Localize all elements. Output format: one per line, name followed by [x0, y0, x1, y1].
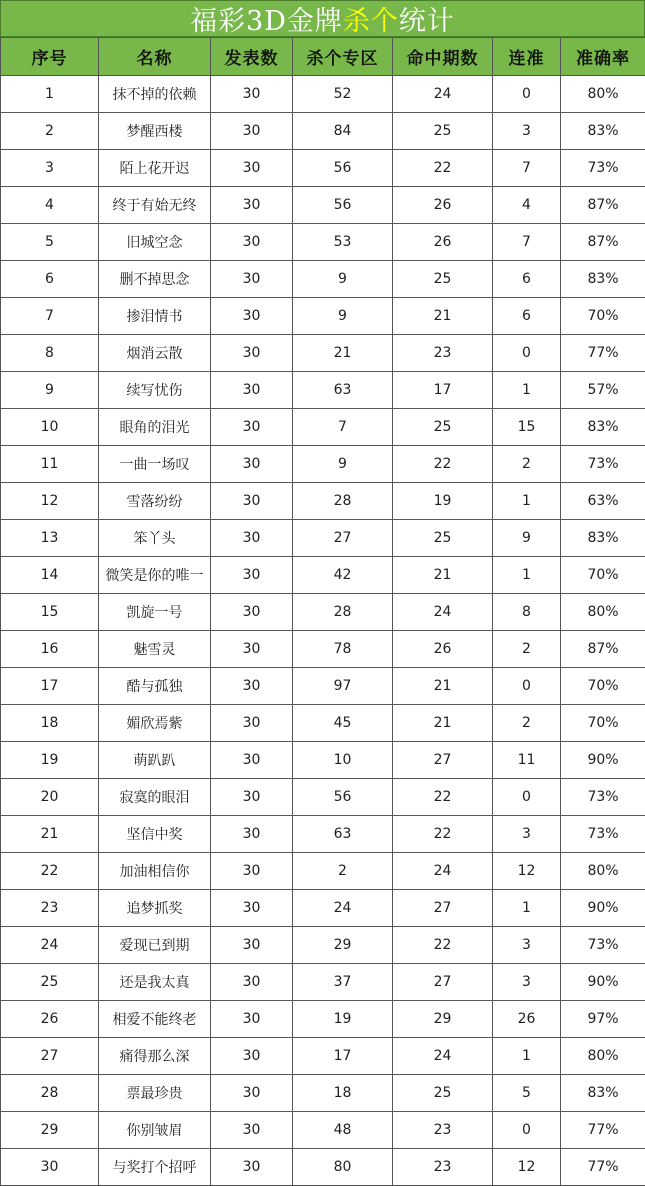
cell-hits: 25 — [393, 409, 493, 446]
table-row — [1, 816, 645, 853]
cell-index: 21 — [1, 816, 99, 853]
cell-hits: 23 — [393, 1149, 493, 1186]
cell-accuracy: 83% — [561, 261, 645, 298]
page-title — [0, 0, 645, 37]
cell-hits: 22 — [393, 150, 493, 187]
cell-kill-zone: 9 — [293, 298, 393, 335]
cell-accuracy: 70% — [561, 668, 645, 705]
cell-name: 终于有始无终 — [99, 187, 211, 224]
cell-accuracy: 73% — [561, 150, 645, 187]
cell-posts: 30 — [211, 372, 293, 409]
cell-streak: 4 — [493, 187, 561, 224]
table-row — [1, 927, 645, 964]
cell-hits: 29 — [393, 1001, 493, 1038]
cell-index: 22 — [1, 853, 99, 890]
cell-hits: 21 — [393, 668, 493, 705]
cell-kill-zone: 80 — [293, 1149, 393, 1186]
cell-kill-zone: 63 — [293, 372, 393, 409]
header-row — [1, 38, 645, 76]
cell-name: 相爱不能终老 — [99, 1001, 211, 1038]
cell-kill-zone: 29 — [293, 927, 393, 964]
cell-index: 19 — [1, 742, 99, 779]
cell-hits: 21 — [393, 705, 493, 742]
cell-name: 凯旋一号 — [99, 594, 211, 631]
cell-index: 16 — [1, 631, 99, 668]
table-row — [1, 446, 645, 483]
cell-streak: 12 — [493, 853, 561, 890]
cell-posts: 30 — [211, 594, 293, 631]
cell-index: 27 — [1, 1038, 99, 1075]
cell-accuracy: 80% — [561, 853, 645, 890]
cell-kill-zone: 17 — [293, 1038, 393, 1075]
cell-kill-zone: 10 — [293, 742, 393, 779]
header-posts: 发表数 — [211, 38, 293, 76]
table-row — [1, 1149, 645, 1186]
table-row — [1, 483, 645, 520]
cell-posts: 30 — [211, 298, 293, 335]
table-row — [1, 1001, 645, 1038]
cell-streak: 2 — [493, 631, 561, 668]
table-row — [1, 853, 645, 890]
cell-kill-zone: 53 — [293, 224, 393, 261]
cell-name: 烟消云散 — [99, 335, 211, 372]
cell-posts: 30 — [211, 187, 293, 224]
cell-posts: 30 — [211, 409, 293, 446]
cell-accuracy: 87% — [561, 631, 645, 668]
cell-index: 15 — [1, 594, 99, 631]
cell-accuracy: 73% — [561, 779, 645, 816]
cell-posts: 30 — [211, 890, 293, 927]
cell-index: 3 — [1, 150, 99, 187]
cell-index: 6 — [1, 261, 99, 298]
cell-streak: 0 — [493, 668, 561, 705]
cell-kill-zone: 7 — [293, 409, 393, 446]
cell-name: 眼角的泪光 — [99, 409, 211, 446]
cell-index: 8 — [1, 335, 99, 372]
cell-hits: 22 — [393, 446, 493, 483]
cell-hits: 23 — [393, 335, 493, 372]
table-row — [1, 1075, 645, 1112]
cell-posts: 30 — [211, 964, 293, 1001]
cell-accuracy: 83% — [561, 520, 645, 557]
cell-hits: 22 — [393, 927, 493, 964]
cell-kill-zone: 9 — [293, 261, 393, 298]
table-row — [1, 187, 645, 224]
cell-index: 24 — [1, 927, 99, 964]
cell-posts: 30 — [211, 446, 293, 483]
cell-posts: 30 — [211, 705, 293, 742]
cell-name: 爱现已到期 — [99, 927, 211, 964]
cell-name: 寂寞的眼泪 — [99, 779, 211, 816]
cell-name: 萌趴趴 — [99, 742, 211, 779]
table-row — [1, 76, 645, 113]
cell-accuracy: 57% — [561, 372, 645, 409]
cell-accuracy: 87% — [561, 187, 645, 224]
cell-streak: 6 — [493, 298, 561, 335]
cell-name: 与奖打个招呼 — [99, 1149, 211, 1186]
cell-kill-zone: 18 — [293, 1075, 393, 1112]
cell-kill-zone: 28 — [293, 483, 393, 520]
cell-streak: 3 — [493, 927, 561, 964]
cell-posts: 30 — [211, 483, 293, 520]
cell-posts: 30 — [211, 1149, 293, 1186]
cell-hits: 17 — [393, 372, 493, 409]
cell-name: 雪落纷纷 — [99, 483, 211, 520]
cell-posts: 30 — [211, 742, 293, 779]
cell-posts: 30 — [211, 335, 293, 372]
cell-index: 25 — [1, 964, 99, 1001]
table-row — [1, 150, 645, 187]
stats-table — [0, 37, 645, 1186]
cell-accuracy: 87% — [561, 224, 645, 261]
cell-index: 14 — [1, 557, 99, 594]
cell-hits: 19 — [393, 483, 493, 520]
cell-name: 酷与孤独 — [99, 668, 211, 705]
cell-accuracy: 73% — [561, 446, 645, 483]
cell-accuracy: 63% — [561, 483, 645, 520]
cell-streak: 8 — [493, 594, 561, 631]
cell-accuracy: 83% — [561, 113, 645, 150]
cell-kill-zone: 42 — [293, 557, 393, 594]
cell-streak: 7 — [493, 224, 561, 261]
header-name: 名称 — [99, 38, 211, 76]
cell-index: 30 — [1, 1149, 99, 1186]
cell-accuracy: 70% — [561, 298, 645, 335]
header-kill-zone: 杀个专区 — [293, 38, 393, 76]
cell-index: 2 — [1, 113, 99, 150]
cell-streak: 0 — [493, 1112, 561, 1149]
cell-accuracy: 77% — [561, 335, 645, 372]
cell-name: 一曲一场叹 — [99, 446, 211, 483]
cell-name: 删不掉思念 — [99, 261, 211, 298]
cell-posts: 30 — [211, 668, 293, 705]
cell-kill-zone: 9 — [293, 446, 393, 483]
cell-kill-zone: 21 — [293, 335, 393, 372]
cell-streak: 0 — [493, 335, 561, 372]
cell-name: 梦醒西楼 — [99, 113, 211, 150]
cell-accuracy: 73% — [561, 927, 645, 964]
cell-streak: 5 — [493, 1075, 561, 1112]
cell-hits: 22 — [393, 779, 493, 816]
table-row — [1, 113, 645, 150]
cell-index: 12 — [1, 483, 99, 520]
cell-kill-zone: 37 — [293, 964, 393, 1001]
cell-streak: 1 — [493, 890, 561, 927]
title-text-suffix: 统计 — [399, 0, 455, 38]
cell-hits: 22 — [393, 816, 493, 853]
cell-index: 28 — [1, 1075, 99, 1112]
table-row — [1, 742, 645, 779]
cell-streak: 7 — [493, 150, 561, 187]
table-row — [1, 298, 645, 335]
cell-kill-zone: 78 — [293, 631, 393, 668]
cell-posts: 30 — [211, 853, 293, 890]
cell-posts: 30 — [211, 76, 293, 113]
cell-streak: 3 — [493, 816, 561, 853]
cell-kill-zone: 63 — [293, 816, 393, 853]
cell-kill-zone: 52 — [293, 76, 393, 113]
header-accuracy: 准确率 — [561, 38, 645, 76]
cell-hits: 27 — [393, 742, 493, 779]
table-row — [1, 557, 645, 594]
cell-index: 18 — [1, 705, 99, 742]
cell-accuracy: 80% — [561, 1038, 645, 1075]
cell-posts: 30 — [211, 113, 293, 150]
cell-name: 媚欣焉紫 — [99, 705, 211, 742]
table-body — [1, 76, 645, 1186]
cell-name: 坚信中奖 — [99, 816, 211, 853]
cell-hits: 24 — [393, 594, 493, 631]
cell-streak: 1 — [493, 483, 561, 520]
cell-name: 痛得那么深 — [99, 1038, 211, 1075]
cell-hits: 25 — [393, 1075, 493, 1112]
cell-posts: 30 — [211, 816, 293, 853]
cell-hits: 26 — [393, 224, 493, 261]
cell-index: 4 — [1, 187, 99, 224]
cell-streak: 1 — [493, 372, 561, 409]
title-highlight: 杀个 — [343, 0, 399, 38]
cell-streak: 2 — [493, 705, 561, 742]
cell-index: 7 — [1, 298, 99, 335]
table-row — [1, 409, 645, 446]
cell-hits: 27 — [393, 964, 493, 1001]
cell-kill-zone: 28 — [293, 594, 393, 631]
cell-streak: 6 — [493, 261, 561, 298]
cell-streak: 12 — [493, 1149, 561, 1186]
cell-hits: 25 — [393, 520, 493, 557]
cell-accuracy: 77% — [561, 1112, 645, 1149]
header-streak: 连准 — [493, 38, 561, 76]
table-row — [1, 964, 645, 1001]
cell-posts: 30 — [211, 1112, 293, 1149]
table-row — [1, 224, 645, 261]
cell-index: 1 — [1, 76, 99, 113]
cell-index: 29 — [1, 1112, 99, 1149]
cell-streak: 26 — [493, 1001, 561, 1038]
title-text: 福彩3D金牌 — [190, 0, 343, 38]
cell-hits: 24 — [393, 76, 493, 113]
table-row — [1, 1038, 645, 1075]
cell-kill-zone: 56 — [293, 150, 393, 187]
cell-hits: 25 — [393, 113, 493, 150]
cell-accuracy: 83% — [561, 1075, 645, 1112]
cell-hits: 27 — [393, 890, 493, 927]
cell-kill-zone: 2 — [293, 853, 393, 890]
cell-accuracy: 77% — [561, 1149, 645, 1186]
cell-hits: 21 — [393, 557, 493, 594]
cell-posts: 30 — [211, 1038, 293, 1075]
cell-posts: 30 — [211, 557, 293, 594]
cell-name: 加油相信你 — [99, 853, 211, 890]
cell-index: 13 — [1, 520, 99, 557]
table-row — [1, 1112, 645, 1149]
cell-hits: 25 — [393, 261, 493, 298]
cell-name: 魅雪灵 — [99, 631, 211, 668]
cell-kill-zone: 56 — [293, 187, 393, 224]
cell-kill-zone: 97 — [293, 668, 393, 705]
cell-posts: 30 — [211, 779, 293, 816]
cell-kill-zone: 24 — [293, 890, 393, 927]
cell-kill-zone: 19 — [293, 1001, 393, 1038]
cell-accuracy: 80% — [561, 76, 645, 113]
cell-accuracy: 70% — [561, 705, 645, 742]
table-row — [1, 335, 645, 372]
cell-hits: 26 — [393, 187, 493, 224]
table-row — [1, 705, 645, 742]
table-row — [1, 520, 645, 557]
cell-name: 追梦抓奖 — [99, 890, 211, 927]
cell-posts: 30 — [211, 1075, 293, 1112]
cell-name: 陌上花开迟 — [99, 150, 211, 187]
cell-name: 你别皱眉 — [99, 1112, 211, 1149]
cell-streak: 2 — [493, 446, 561, 483]
cell-posts: 30 — [211, 631, 293, 668]
cell-hits: 24 — [393, 853, 493, 890]
cell-streak: 9 — [493, 520, 561, 557]
cell-posts: 30 — [211, 927, 293, 964]
table-row — [1, 631, 645, 668]
table-row — [1, 594, 645, 631]
cell-streak: 3 — [493, 113, 561, 150]
cell-streak: 0 — [493, 76, 561, 113]
cell-posts: 30 — [211, 520, 293, 557]
cell-streak: 1 — [493, 1038, 561, 1075]
cell-name: 票最珍贵 — [99, 1075, 211, 1112]
header-index: 序号 — [1, 38, 99, 76]
cell-name: 微笑是你的唯一 — [99, 557, 211, 594]
cell-hits: 26 — [393, 631, 493, 668]
cell-streak: 15 — [493, 409, 561, 446]
cell-posts: 30 — [211, 224, 293, 261]
header-hits: 命中期数 — [393, 38, 493, 76]
cell-kill-zone: 48 — [293, 1112, 393, 1149]
cell-hits: 24 — [393, 1038, 493, 1075]
cell-accuracy: 83% — [561, 409, 645, 446]
cell-name: 续写忧伤 — [99, 372, 211, 409]
table-row — [1, 668, 645, 705]
cell-name: 还是我太真 — [99, 964, 211, 1001]
cell-index: 23 — [1, 890, 99, 927]
cell-index: 17 — [1, 668, 99, 705]
cell-name: 旧城空念 — [99, 224, 211, 261]
cell-name: 笨丫头 — [99, 520, 211, 557]
cell-posts: 30 — [211, 261, 293, 298]
cell-index: 26 — [1, 1001, 99, 1038]
cell-streak: 11 — [493, 742, 561, 779]
cell-kill-zone: 56 — [293, 779, 393, 816]
cell-kill-zone: 45 — [293, 705, 393, 742]
table-row — [1, 890, 645, 927]
cell-accuracy: 80% — [561, 594, 645, 631]
cell-accuracy: 90% — [561, 964, 645, 1001]
cell-kill-zone: 27 — [293, 520, 393, 557]
cell-index: 20 — [1, 779, 99, 816]
cell-hits: 23 — [393, 1112, 493, 1149]
cell-streak: 0 — [493, 779, 561, 816]
cell-posts: 30 — [211, 1001, 293, 1038]
cell-kill-zone: 84 — [293, 113, 393, 150]
cell-index: 11 — [1, 446, 99, 483]
cell-accuracy: 90% — [561, 890, 645, 927]
cell-accuracy: 73% — [561, 816, 645, 853]
cell-index: 5 — [1, 224, 99, 261]
cell-index: 10 — [1, 409, 99, 446]
cell-name: 掺泪情书 — [99, 298, 211, 335]
cell-name: 抹不掉的依赖 — [99, 76, 211, 113]
cell-accuracy: 70% — [561, 557, 645, 594]
table-row — [1, 261, 645, 298]
cell-index: 9 — [1, 372, 99, 409]
table-row — [1, 372, 645, 409]
cell-hits: 21 — [393, 298, 493, 335]
cell-streak: 3 — [493, 964, 561, 1001]
cell-streak: 1 — [493, 557, 561, 594]
cell-accuracy: 90% — [561, 742, 645, 779]
table-row — [1, 779, 645, 816]
cell-accuracy: 97% — [561, 1001, 645, 1038]
cell-posts: 30 — [211, 150, 293, 187]
